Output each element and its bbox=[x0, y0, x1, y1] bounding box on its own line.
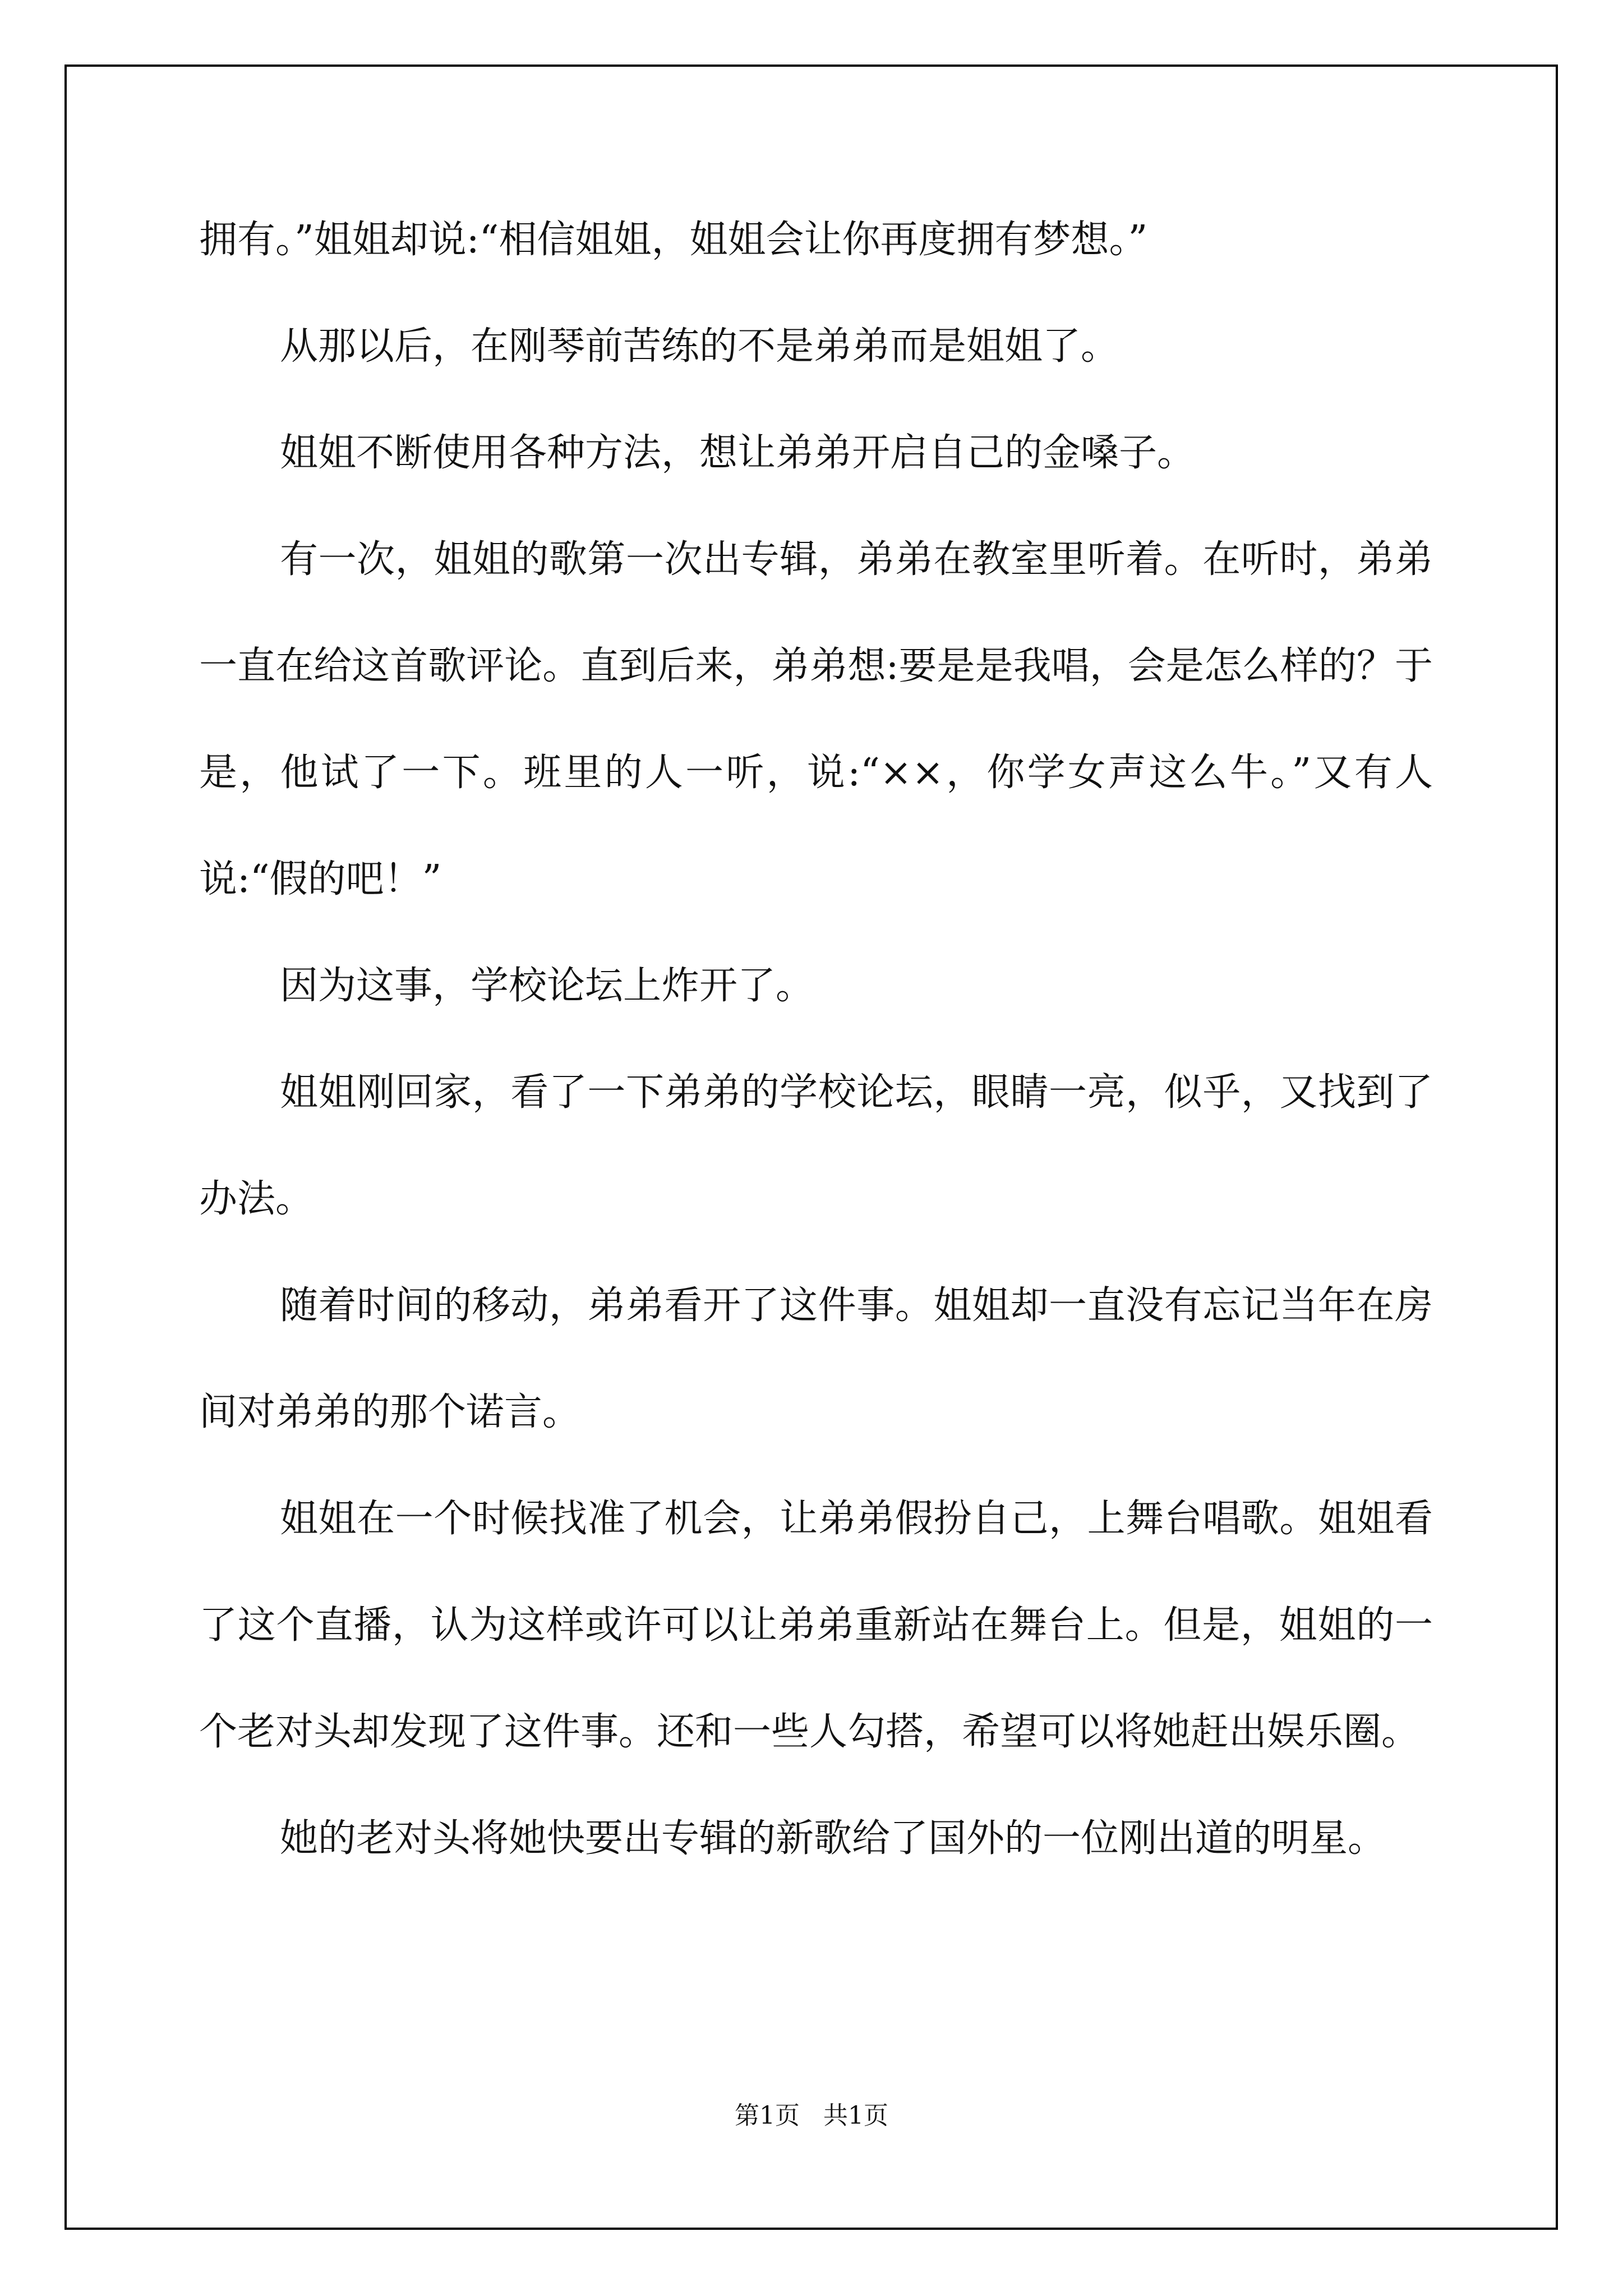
paragraph: 姐姐在一个时候找准了机会，让弟弟假扮自己，上舞台唱歌。姐姐看了这个直播，认为这样或许可以让弟弟重新站在舞台上。但是，姐姐的一个老对头却发现了这件事。还和一些人勾搭，希望可以将她赶出娱乐圈。 bbox=[199, 1497, 1433, 1754]
paragraph: 从那以后，在刚琴前苦练的不是弟弟而是姐姐了。 bbox=[280, 324, 1119, 369]
paragraph: 她的老对头将她快要出专辑的新歌给了国外的一位刚出道的明星。 bbox=[280, 1816, 1386, 1861]
paragraph: 随着时间的移动，弟弟看开了这件事。姐姐却一直没有忘记当年在房间对弟弟的那个诺言。 bbox=[199, 1283, 1433, 1434]
document-body bbox=[199, 187, 1433, 1892]
paragraph: 姐姐不断使用各种方法，想让弟弟开启自己的金嗓子。 bbox=[280, 431, 1196, 475]
page-footer: 第1页 共1页 bbox=[735, 2101, 888, 2130]
paragraph: 拥有。”姐姐却说:“相信姐姐，姐姐会让你再度拥有梦想。” bbox=[199, 218, 1148, 262]
paragraph: 因为这事，学校论坛上炸开了。 bbox=[280, 964, 814, 1008]
paragraph: 有一次，姐姐的歌第一次出专辑，弟弟在教室里听着。在听时，弟弟一直在给这首歌评论。直到后来，弟弟想:要是是我唱，会是怎么样的？于是，他试了一下。班里的人一听，说:“××，你学女声这么牛。”又有人说:“假的吧！” bbox=[199, 537, 1433, 901]
paragraph: 姐姐刚回家，看了一下弟弟的学校论坛，眼睛一亮，似乎，又找到了办法。 bbox=[199, 1070, 1433, 1221]
